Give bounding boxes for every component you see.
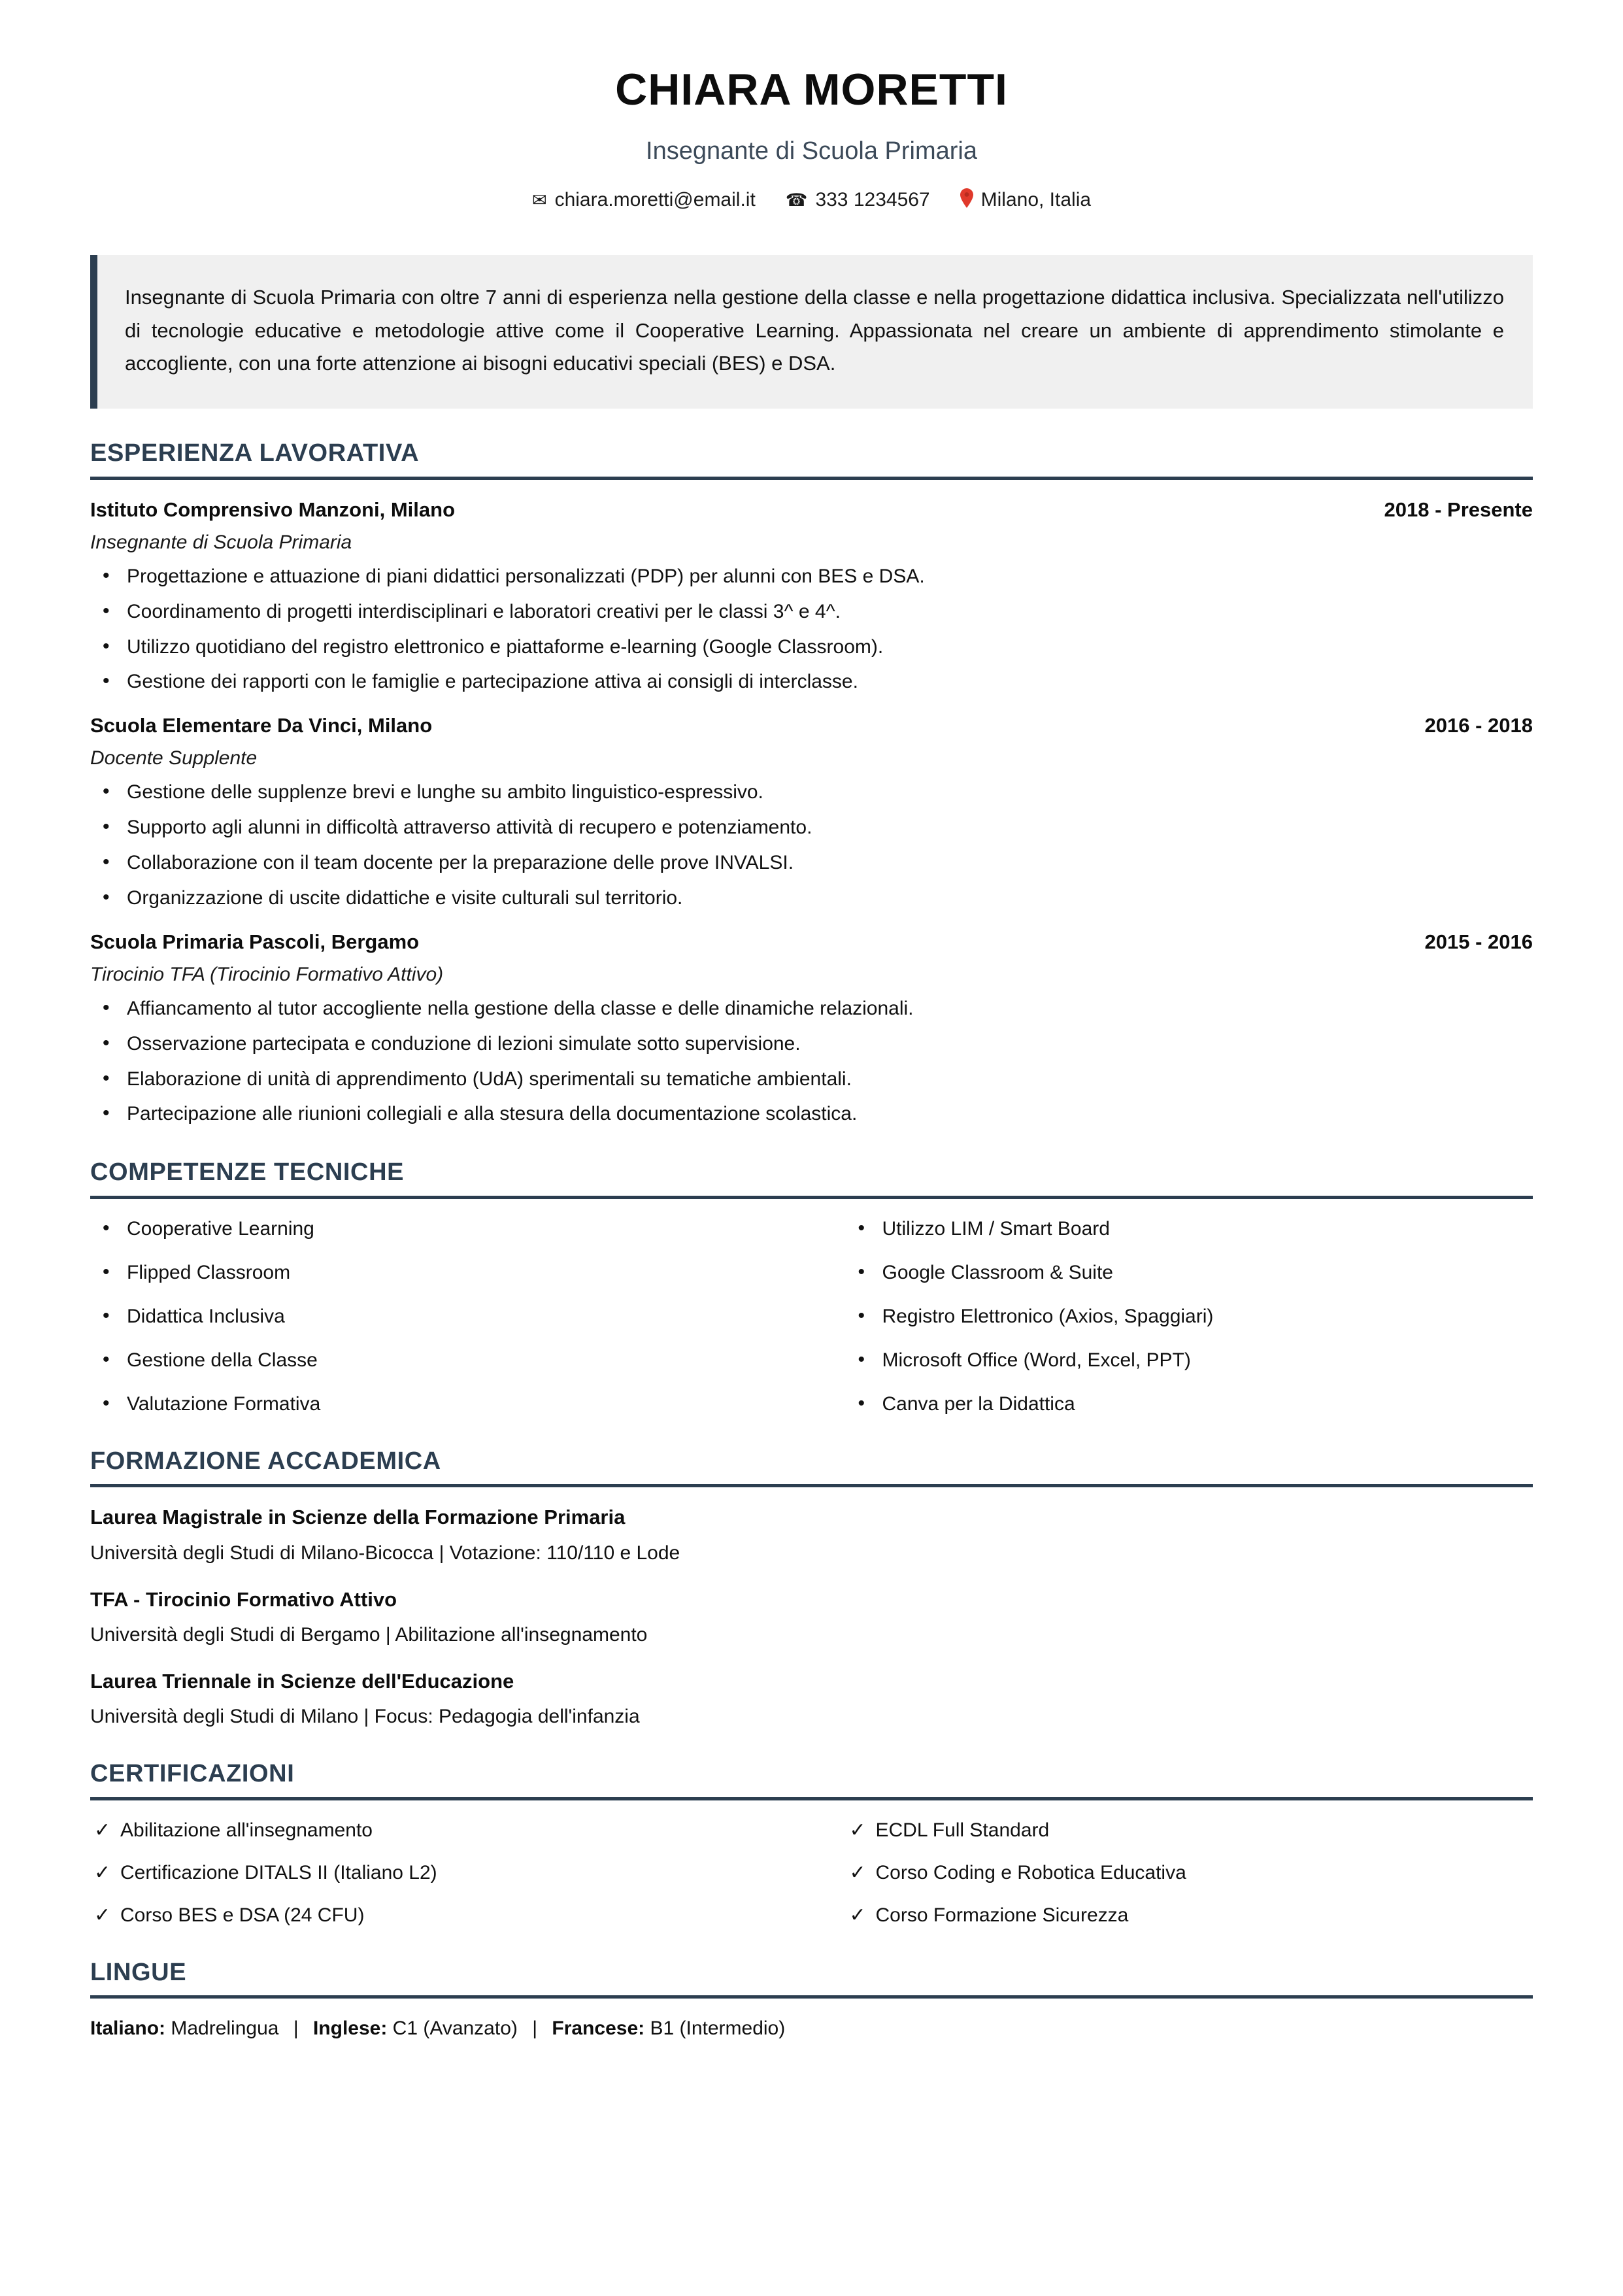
certifications-column-left	[90, 1817, 812, 1928]
experience-bullet: • Collaborazione con il team docente per la preparazione delle prove INVALSI.	[90, 850, 1533, 877]
skill-item: • Valutazione Formativa	[90, 1391, 812, 1417]
experience-dates: 2015 - 2016	[1424, 930, 1533, 953]
language-name: Francese:	[552, 2017, 645, 2040]
section-skills	[90, 1158, 1533, 1417]
skills-column-right	[812, 1216, 1533, 1417]
experience-organization: Scuola Primaria Pascoli, Bergamo	[90, 930, 420, 953]
certification-label: Corso BES e DSA (24 CFU)	[120, 1904, 365, 1926]
section-certifications	[90, 1759, 1533, 1928]
check-icon: ✓	[849, 1904, 866, 1926]
experience-organization: Scuola Elementare Da Vinci, Milano	[90, 714, 433, 737]
contact-email[interactable]	[532, 188, 756, 212]
resume-header	[90, 65, 1533, 212]
certifications-columns	[90, 1817, 1533, 1928]
skill-item: • Flipped Classroom	[90, 1260, 812, 1285]
section-title-languages: LINGUE	[90, 1958, 187, 1986]
experience-bullet: • Progettazione e attuazione di piani didattici personalizzati (PDP) per alunni con BES e DSA.	[90, 564, 1533, 590]
contact-location	[960, 188, 1091, 212]
section-languages	[90, 1958, 1533, 2042]
certifications-column-right	[812, 1817, 1533, 1928]
skills-columns	[90, 1216, 1533, 1417]
experience-dates: 2016 - 2018	[1424, 714, 1533, 737]
check-icon: ✓	[849, 1819, 866, 1841]
section-experience	[90, 439, 1533, 1128]
skill-item: • Google Classroom & Suite	[846, 1260, 1533, 1285]
language-level: C1 (Avanzato)	[392, 2017, 518, 2040]
experience-bullet: • Osservazione partecipata e conduzione di lezioni simulate sotto supervisione.	[90, 1031, 1533, 1058]
check-icon: ✓	[94, 1904, 111, 1926]
section-title-skills: COMPETENZE TECNICHE	[90, 1158, 405, 1187]
certification-label: Corso Coding e Robotica Educativa	[875, 1861, 1186, 1883]
experience-bullet: • Utilizzo quotidiano del registro elettronico e piattaforme e-learning (Google Classroom).	[90, 634, 1533, 661]
contact-phone[interactable]	[786, 188, 930, 212]
experience-bullet: • Affiancamento al tutor accogliente nella gestione della classe e delle dinamiche relazionali.	[90, 996, 1533, 1022]
language-name: Italiano:	[90, 2017, 166, 2040]
map-pin-icon	[960, 188, 973, 212]
section-title-certifications: CERTIFICAZIONI	[90, 1760, 295, 1788]
experience-role: Insegnante di Scuola Primaria	[90, 531, 352, 553]
experience-organization: Istituto Comprensivo Manzoni, Milano	[90, 498, 455, 521]
certification-label: Corso Formazione Sicurezza	[875, 1904, 1129, 1926]
language-level: Madrelingua	[171, 2017, 279, 2040]
experience-header	[90, 497, 1533, 523]
section-title-education: FORMAZIONE ACCADEMICA	[90, 1447, 441, 1475]
certification-label: Abilitazione all'insegnamento	[120, 1819, 373, 1841]
skill-item: • Microsoft Office (Word, Excel, PPT)	[846, 1347, 1533, 1373]
section-title-experience: ESPERIENZA LAVORATIVA	[90, 439, 420, 467]
contact-line	[90, 188, 1533, 212]
skill-item: • Gestione della Classe	[90, 1347, 812, 1373]
language-name: Inglese:	[312, 2017, 388, 2040]
education-meta: Università degli Studi di Bergamo | Abilitazione all'insegnamento	[90, 1623, 648, 1646]
experience-item	[90, 497, 1533, 696]
experience-role: Tirocinio TFA (Tirocinio Formativo Attivo)	[90, 963, 444, 985]
education-item	[90, 1587, 1533, 1647]
skills-list	[846, 1216, 1533, 1417]
experience-bullet: • Coordinamento di progetti interdisciplinari e laboratori creativi per le classi 3^ e 4^.	[90, 599, 1533, 626]
certification-item	[846, 1860, 1533, 1885]
language-separator: |	[532, 2017, 538, 2040]
experience-item	[90, 713, 1533, 911]
skill-item: • Didattica Inclusiva	[90, 1304, 812, 1329]
section-education	[90, 1447, 1533, 1729]
certifications-list	[846, 1817, 1533, 1928]
experience-bullets	[90, 779, 1533, 911]
experience-bullet: • Supporto agli alunni in difficoltà attraverso attività di recupero e potenziamento.	[90, 815, 1533, 841]
skill-item: • Canva per la Didattica	[846, 1391, 1533, 1417]
education-item	[90, 1668, 1533, 1729]
certification-item	[90, 1902, 812, 1928]
contact-location-text: Milano, Italia	[980, 189, 1092, 211]
certifications-list	[90, 1817, 812, 1928]
education-meta: Università degli Studi di Milano | Focus: Pedagogia dell'infanzia	[90, 1706, 640, 1728]
check-icon: ✓	[94, 1861, 111, 1883]
experience-bullets	[90, 996, 1533, 1128]
section-divider	[90, 1196, 1533, 1199]
telephone-icon: ☎	[785, 190, 808, 210]
language-separator: |	[293, 2017, 299, 2040]
check-icon: ✓	[849, 1861, 866, 1883]
education-degree: TFA - Tirocinio Formativo Attivo	[90, 1587, 397, 1611]
experience-header	[90, 929, 1533, 955]
experience-bullets	[90, 564, 1533, 696]
experience-header	[90, 713, 1533, 739]
education-degree: Laurea Triennale in Scienze dell'Educazione	[90, 1669, 514, 1693]
section-divider	[90, 477, 1533, 480]
experience-role: Docente Supplente	[90, 747, 258, 769]
language-level: B1 (Intermedio)	[650, 2017, 786, 2040]
certification-item	[846, 1817, 1533, 1843]
skill-item: • Registro Elettronico (Axios, Spaggiari)	[846, 1304, 1533, 1329]
check-icon: ✓	[94, 1819, 111, 1841]
experience-bullet: • Organizzazione di uscite didattiche e visite culturali sul territorio.	[90, 885, 1533, 912]
skills-list	[90, 1216, 812, 1417]
skill-item: • Utilizzo LIM / Smart Board	[846, 1216, 1533, 1241]
section-divider	[90, 1797, 1533, 1800]
experience-bullet: • Partecipazione alle riunioni collegiali e alla stesura della documentazione scolastica.	[90, 1101, 1533, 1128]
certification-item	[846, 1902, 1533, 1928]
experience-bullet: • Gestione delle supplenze brevi e lunghe su ambito linguistico-espressivo.	[90, 779, 1533, 806]
page-title: CHIARA MORETTI	[615, 65, 1008, 114]
experience-bullet: • Elaborazione di unità di apprendimento (UdA) sperimentali su tematiche ambientali.	[90, 1066, 1533, 1093]
summary-text: Insegnante di Scuola Primaria con oltre 7 anni di esperienza nella gestione della classe e nella progettazione didattica inclusiva. Specializzata nell'utilizzo di tecnologie educative e metodologie attive come il Cooperative Learning. Appassionata nel creare un ambiente di apprendimento stimolante e accogliente, con una forte attenzione ai bisogni educativi speciali (BES) e DSA.	[125, 286, 1504, 375]
skill-item: • Cooperative Learning	[90, 1216, 812, 1241]
education-item	[90, 1504, 1533, 1565]
education-degree: Laurea Magistrale in Scienze della Formazione Primaria	[90, 1506, 626, 1529]
job-headline: Insegnante di Scuola Primaria	[646, 137, 977, 165]
certification-item	[90, 1860, 812, 1885]
envelope-icon: ✉	[531, 190, 547, 210]
experience-dates: 2018 - Presente	[1384, 498, 1533, 521]
contact-email-text: chiara.moretti@email.it	[554, 189, 756, 211]
contact-phone-text: 333 1234567	[815, 189, 930, 211]
skills-column-left	[90, 1216, 812, 1417]
experience-bullet: • Gestione dei rapporti con le famiglie e partecipazione attiva ai consigli di interclasse.	[90, 669, 1533, 696]
experience-item	[90, 929, 1533, 1128]
section-divider	[90, 1484, 1533, 1487]
section-divider	[90, 1995, 1533, 1999]
certification-label: ECDL Full Standard	[875, 1819, 1050, 1841]
certification-label: Certificazione DITALS II (Italiano L2)	[120, 1861, 437, 1883]
languages-line	[90, 2016, 1533, 2042]
education-meta: Università degli Studi di Milano-Bicocca | Votazione: 110/110 e Lode	[90, 1542, 680, 1564]
certification-item	[90, 1817, 812, 1843]
profile-summary	[90, 255, 1533, 409]
